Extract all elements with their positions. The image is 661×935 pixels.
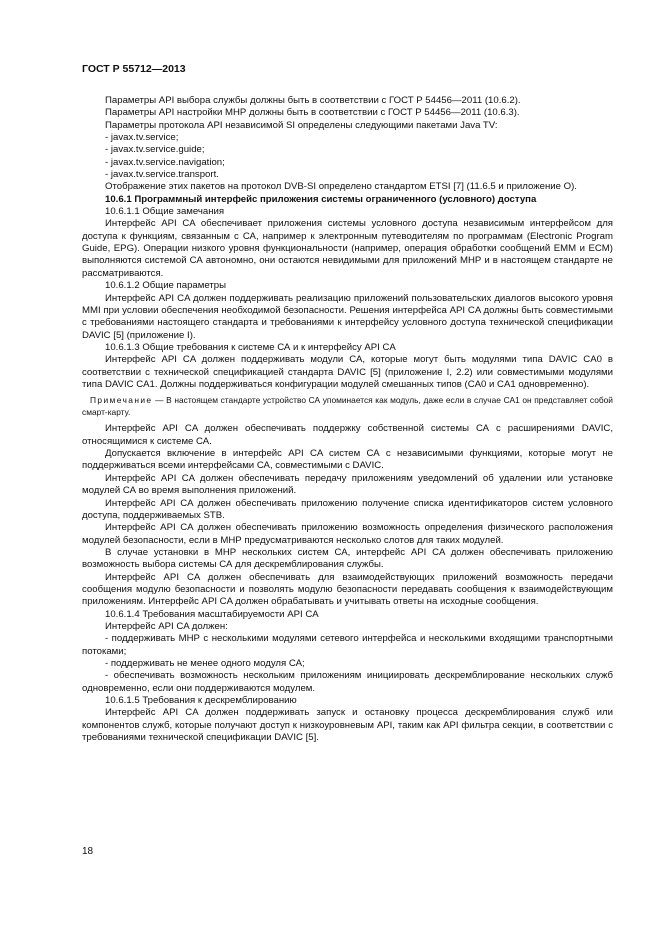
note-text: — В настоящем стандарте устройство СА упоминается как модуль, даже если в случае СА1 он представляет собой смарт-карту. [82, 395, 613, 417]
list-item: - javax.tv.service.guide; [105, 144, 205, 156]
paragraph: Интерфейс API CA должен поддерживать модули СА, которые могут быть модулями типа DAVIC CA0 в соответствии с технической спецификацией стандарта DAVIC [5] (приложение I, 2.2) или совместимыми модулями типа DAVIC CA1. Должны поддерживаться конфигурации модулей смешанных типов (CA0 и CA1 одновременно). [82, 354, 613, 390]
subsection-heading: 10.6.1.5 Требования к дескремблированию [105, 695, 297, 706]
paragraph: Интерфейс API CA должен обеспечивать приложению возможность определения физического расположения модулей безопасности, если в МНР предусматриваются несколько слотов для таких модулей. [82, 522, 613, 546]
note [82, 395, 613, 418]
note-label: Примечание [90, 395, 153, 406]
paragraph: Интерфейс API CA должен: [105, 620, 228, 632]
paragraph: В случае установки в МНР нескольких систем СА, интерфейс API CA должен обеспечивать приложению возможность выбора системы СА для дескремблирования службы. [82, 546, 613, 571]
section-heading: 10.6.1 Программный интерфейс приложения системы ограниченного (условного) доступа [105, 193, 537, 205]
page-content [82, 95, 613, 744]
subsection-heading: 10.6.1.2 Общие параметры [105, 280, 226, 292]
paragraph: Параметры API настройки МНР должны быть в соответствии с ГОСТ Р 54456—2011 (10.6.3). [105, 107, 520, 119]
paragraph: Интерфейс API CA должен обеспечивать для взаимодействующих приложений возможность передачи сообщения модулю безопасности и позволять модулю безопасности передавать сообщения к взаимодействующим приложениям. Интерфейс API CA должен обрабатывать и учитывать ответы на исходные сообщения. [82, 571, 613, 608]
page-number: 18 [82, 846, 94, 857]
paragraph: Интерфейс API CA обеспечивает приложения системы условного доступа независимым интерфейсом для доступа к функциям, связанным с СА, например к электронным путеводителям по программам (Electronic Program Guide, EPG). Операции низкого уровня функциональности (например, операция обработки сообщений ЕММ и ECM) выполняются системой СА автономно, они остаются невидимыми для приложений МНР и в настоящем стандарте не рассматриваются. [82, 218, 613, 279]
paragraph: Интерфейс API CA должен поддерживать запуск и остановку процесса дескремблирования служб или компонентов служб, которые получают доступ к низкоуровневым API, таким как API фильтра секции, в соответствии с требованиями технической спецификации DAVIC [5]. [82, 707, 613, 744]
paragraph: Интерфейс API CA должен обеспечивать приложению получение списка идентификаторов систем условного доступа, поддерживаемых STB. [82, 497, 613, 521]
subsection-heading: 10.6.1.1 Общие замечания [105, 206, 225, 218]
list-item: - обеспечивать возможность нескольким приложениям инициировать дескремблирование нескольких служб одновременно, если они поддерживаются модулем. [82, 670, 613, 694]
list-item: - поддерживать МНР с несколькими модулями сетевого интерфейса и несколькими входящими транспортными потоками; [82, 633, 613, 657]
subsection-heading: 10.6.1.4 Требования масштабируемости API CA [105, 608, 319, 620]
document-header: ГОСТ Р 55712—2013 [82, 63, 186, 75]
paragraph: Параметры API выбора службы должны быть в соответствии с ГОСТ Р 54456—2011 (10.6.2). [105, 95, 521, 106]
list-item: - поддерживать не менее одного модуля СА; [105, 657, 305, 669]
paragraph: Интерфейс API CA должен поддерживать реализацию приложений пользовательских диалогов высокого уровня MMI при условии обеспечения необходимой безопасности. Решения интерфейса API CA должны быть совместимыми с требованиями настоящего стандарта и требованиями к интерфейсу условного доступа технической спецификации DAVIC [5] (приложение I). [82, 292, 613, 341]
list-item: - javax.tv.service; [105, 132, 179, 144]
paragraph: Интерфейс API CA должен обеспечивать поддержку собственной системы СА с расширениями DAVIC, относящимися к системе СА. [82, 423, 613, 447]
subsection-heading: 10.6.1.3 Общие требования к системе СА и к интерфейсу API CA [105, 341, 396, 353]
paragraph: Интерфейс API CA должен обеспечивать передачу приложениям уведомлений об удалении или установке модулей СА во время выполнения приложений. [82, 472, 613, 497]
list-item: - javax.tv.service.transport. [105, 169, 219, 181]
paragraph: Параметры протокола API независимой SI определены следующими пакетами Java TV: [105, 119, 498, 131]
paragraph: Допускается включение в интерфейс API CA систем СА с независимыми функциями, которые могут не поддерживаться всеми интерфейсами СА, совместимыми с DAVIC. [82, 448, 613, 472]
list-item: - javax.tv.service.navigation; [105, 156, 225, 168]
paragraph: Отображение этих пакетов на протокол DVB-SI определено стандартом ETSI [7] (11.6.5 и приложение О). [105, 181, 577, 193]
